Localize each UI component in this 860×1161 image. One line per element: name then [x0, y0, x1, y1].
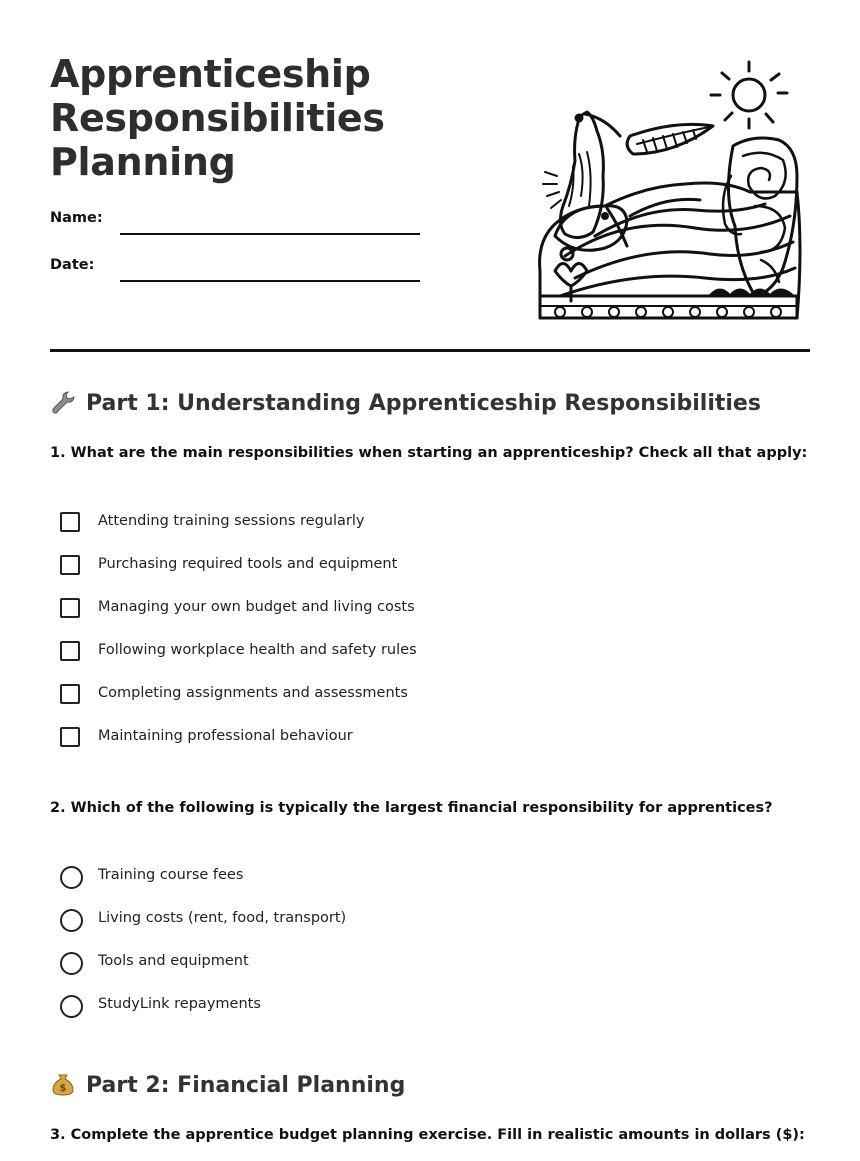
title-line-1: Apprenticeship [50, 52, 371, 96]
question-2: 2. Which of the following is typically the largest financial responsibility for apprentices? [50, 800, 773, 816]
wrench-icon [50, 389, 76, 415]
date-field-row [50, 257, 420, 287]
option-label: Training course fees [98, 867, 244, 883]
title-line-3: Planning [50, 140, 236, 184]
checkbox[interactable] [60, 598, 80, 618]
svg-text:$: $ [59, 1083, 67, 1094]
page-title [50, 52, 490, 184]
checkbox[interactable] [60, 641, 80, 661]
radio-button[interactable] [60, 995, 83, 1018]
option-label: Tools and equipment [98, 953, 249, 969]
option-label: StudyLink repayments [98, 996, 261, 1012]
option-label: Following workplace health and safety rules [98, 642, 417, 658]
option-label: Attending training sessions regularly [98, 513, 365, 529]
option-label: Completing assignments and assessments [98, 685, 408, 701]
option-label: Maintaining professional behaviour [98, 728, 353, 744]
question-1: 1. What are the main responsibilities when starting an apprenticeship? Check all that apply: [50, 445, 808, 461]
name-field-row [50, 210, 420, 240]
q1-option[interactable] [60, 512, 660, 538]
option-label: Purchasing required tools and equipment [98, 556, 398, 572]
name-label: Name: [50, 210, 103, 226]
part2-heading [50, 1071, 405, 1098]
q1-option[interactable] [60, 555, 660, 581]
title-line-2: Responsibilities [50, 96, 385, 140]
radio-button[interactable] [60, 952, 83, 975]
q1-option[interactable] [60, 727, 660, 753]
worksheet-page [50, 0, 810, 1161]
checkbox[interactable] [60, 727, 80, 747]
date-label: Date: [50, 257, 95, 273]
q1-option[interactable] [60, 684, 660, 710]
name-field[interactable] [120, 233, 420, 235]
q2-option[interactable] [60, 995, 660, 1021]
checkbox[interactable] [60, 555, 80, 575]
q1-option[interactable] [60, 598, 660, 624]
q2-option[interactable] [60, 866, 660, 892]
date-field[interactable] [120, 280, 420, 282]
option-label: Managing your own budget and living costs [98, 599, 415, 615]
checkbox[interactable] [60, 512, 80, 532]
maori-style-bird-landscape-illustration [535, 56, 805, 324]
q2-option[interactable] [60, 952, 660, 978]
radio-button[interactable] [60, 866, 83, 889]
part1-heading [50, 389, 761, 416]
money-bag-icon [50, 1071, 76, 1097]
radio-button[interactable] [60, 909, 83, 932]
part2-heading-text: Part 2: Financial Planning [86, 1073, 406, 1098]
header-divider [50, 349, 810, 352]
checkbox[interactable] [60, 684, 80, 704]
q1-option[interactable] [60, 641, 660, 667]
question-3: 3. Complete the apprentice budget planning exercise. Fill in realistic amounts in dollars ($): [50, 1127, 805, 1143]
option-label: Living costs (rent, food, transport) [98, 910, 347, 926]
part1-heading-text: Part 1: Understanding Apprenticeship Responsibilities [86, 391, 761, 416]
q2-option[interactable] [60, 909, 660, 935]
